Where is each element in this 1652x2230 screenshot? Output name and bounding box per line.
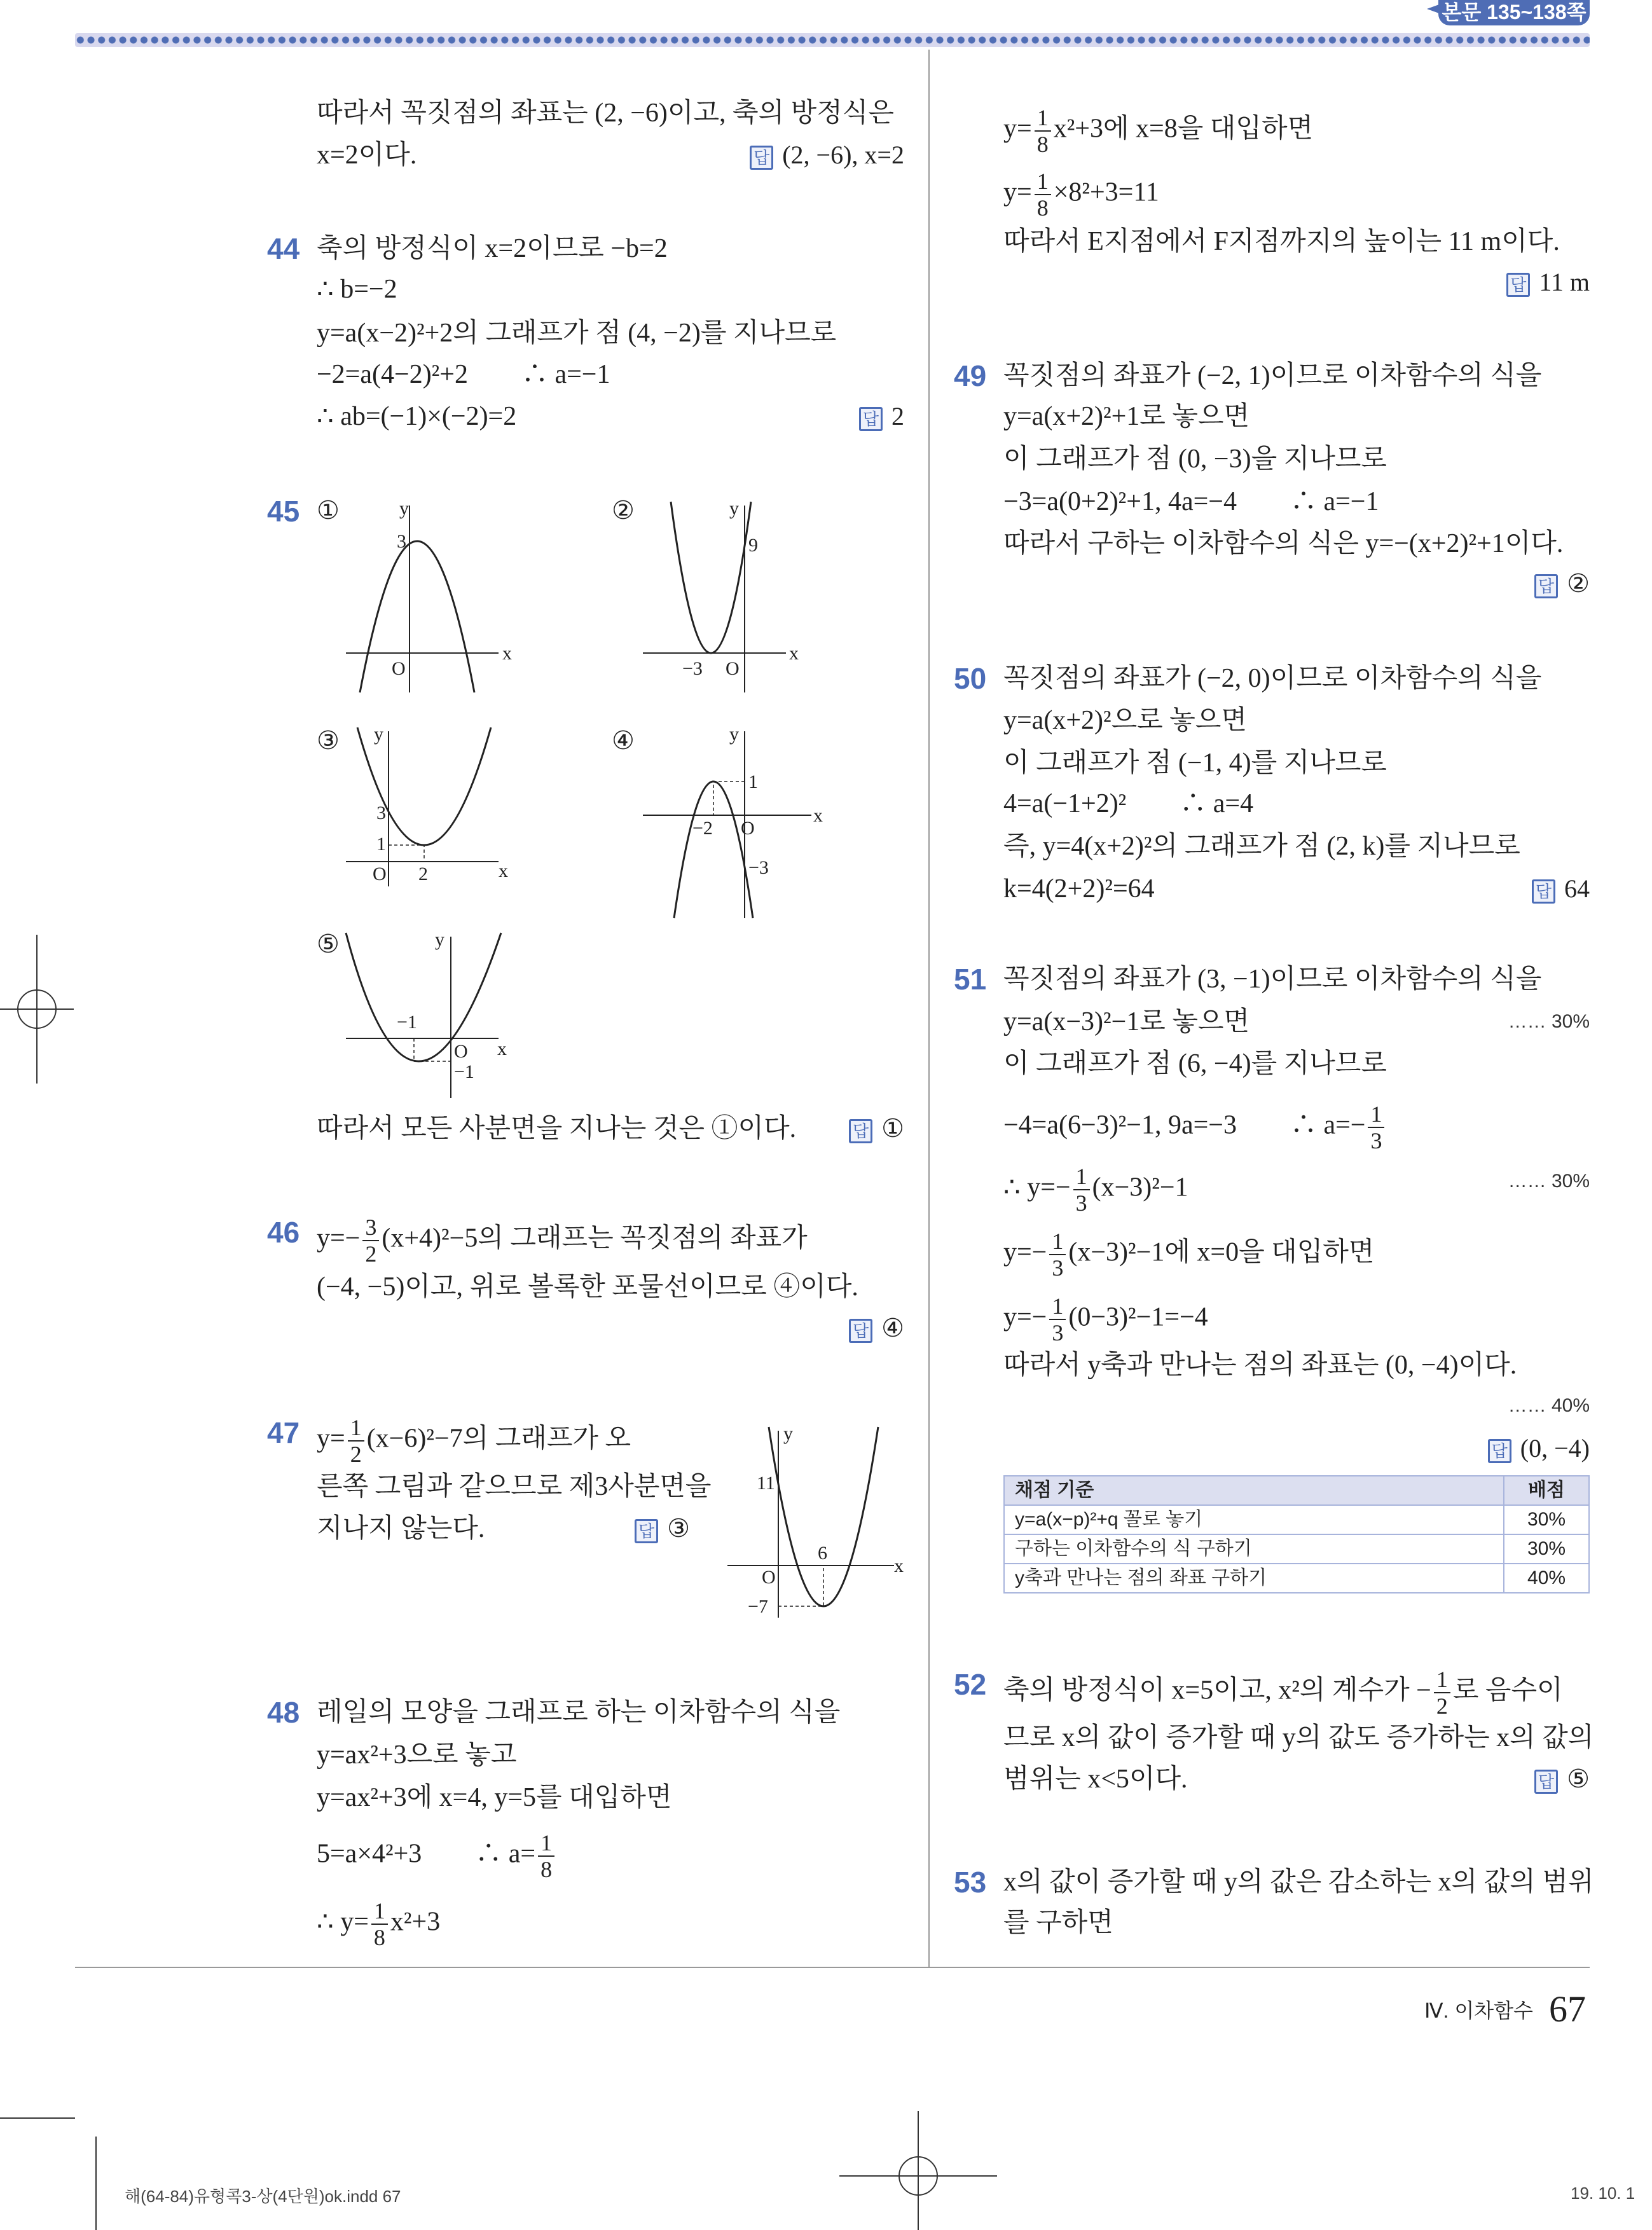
text-line: −3=a(0+2)²+1, 4a=−4 ∴ a=−1 — [1003, 487, 1379, 516]
denominator: 8 — [1036, 195, 1049, 221]
answer-value: 11 m — [1539, 268, 1590, 296]
origin-label: O — [373, 864, 387, 884]
text-line: 꼭짓점의 좌표가 (−2, 1)이므로 이차함수의 식을 — [1003, 361, 1542, 390]
x-axis-label: x — [789, 643, 799, 664]
text-line — [317, 1898, 440, 1950]
trim-line — [0, 2117, 75, 2119]
text: ∴ y=− — [1003, 1173, 1071, 1202]
text: x²+3에 x=8을 대입하면 — [1053, 114, 1314, 144]
text: 로 음수이 — [1452, 1676, 1563, 1705]
tick-label: −2 — [692, 818, 713, 839]
bottom-rule — [75, 1967, 1590, 1968]
text-line: −2=a(4−2)²+2 ∴ a=−1 — [317, 360, 610, 389]
problem-number: 51 — [954, 963, 987, 996]
text: y= — [1003, 177, 1032, 207]
text-line: 꼭짓점의 좌표가 (−2, 0)이므로 이차함수의 식을 — [1003, 664, 1542, 693]
table-row — [1004, 1534, 1589, 1564]
origin-label: O — [726, 658, 740, 679]
text: (x+4)²−5의 그래프는 꼭짓점의 좌표가 — [382, 1223, 808, 1253]
text: y=− — [1003, 1237, 1047, 1267]
fraction — [538, 1830, 554, 1882]
fraction — [1073, 1164, 1090, 1216]
column-header: 채점 기준 — [1004, 1476, 1504, 1505]
text-line: y=a(x−3)²−1로 놓으면 — [1003, 1007, 1250, 1036]
criterion: y=a(x−p)²+q 꼴로 놓기 — [1004, 1505, 1504, 1534]
origin-label: O — [454, 1041, 468, 1062]
fraction — [348, 1415, 364, 1467]
text-line: 므로 x의 값이 증가할 때 y의 값도 증가하는 x의 값의 — [1003, 1723, 1594, 1752]
denominator: 3 — [1075, 1190, 1087, 1216]
tick-label: 9 — [748, 535, 758, 556]
denominator: 2 — [1436, 1693, 1448, 1719]
answer — [1488, 1431, 1590, 1466]
problem-number: 47 — [267, 1416, 300, 1449]
denominator: 8 — [373, 1925, 385, 1950]
text: y= — [1003, 114, 1032, 144]
text-line — [1003, 1293, 1208, 1346]
problem-number: 49 — [954, 359, 987, 392]
text-line: y=a(x+2)²+1로 놓으면 — [1003, 402, 1250, 431]
origin-label: O — [741, 818, 755, 839]
numerator: 1 — [1049, 1293, 1066, 1320]
denominator: 3 — [1370, 1128, 1382, 1153]
tick-label: −3 — [682, 658, 703, 679]
text-line: y=a(x−2)²+2의 그래프가 점 (4, −2)를 지나므로 — [317, 319, 837, 348]
text-line — [1003, 1101, 1387, 1153]
score-note: …… 40% — [1508, 1395, 1590, 1416]
graph-choice-1 — [346, 498, 512, 692]
fraction — [1035, 169, 1051, 221]
text-line: x=2이다. — [317, 141, 417, 170]
numerator: 1 — [371, 1898, 388, 1925]
problem-number: 46 — [267, 1216, 300, 1249]
graph-choice-3 — [346, 724, 509, 886]
y-axis-label: y — [783, 1423, 793, 1444]
text-line: 레일의 모양을 그래프로 하는 이차함수의 식을 — [317, 1698, 841, 1727]
text: 축의 방정식이 x=5이고, x²의 계수가 − — [1003, 1676, 1431, 1705]
answer — [1534, 1761, 1590, 1797]
tick-label: 2 — [418, 864, 428, 884]
numerator: 1 — [1368, 1101, 1384, 1128]
text-line — [1003, 105, 1313, 157]
answer-value: ① — [881, 1114, 904, 1143]
text-line — [1003, 169, 1159, 221]
points: 40% — [1504, 1564, 1589, 1593]
registration-mark-icon — [839, 2111, 998, 2230]
score-note: …… 30% — [1508, 1011, 1590, 1032]
x-axis-label: x — [813, 805, 823, 826]
tick-label: 1 — [748, 771, 758, 792]
origin-label: O — [762, 1567, 776, 1588]
answer — [849, 1111, 904, 1146]
tick-label: 6 — [818, 1543, 827, 1564]
text-line: 4=a(−1+2)² ∴ a=4 — [1003, 789, 1254, 818]
tick-label: 3 — [397, 531, 406, 552]
text: (x−3)²−1 — [1092, 1173, 1188, 1202]
y-axis-label: y — [399, 498, 409, 519]
y-axis-label: y — [729, 724, 739, 745]
denominator: 2 — [350, 1442, 362, 1467]
answer-icon: 답 — [849, 1319, 872, 1343]
answer-icon: 답 — [1506, 273, 1530, 297]
problem-number: 50 — [954, 662, 987, 695]
text-line: (−4, −5)이고, 위로 볼록한 포물선이므로 ④이다. — [317, 1272, 858, 1302]
print-date: 19. 10. 1 — [1571, 2184, 1635, 2203]
fraction — [371, 1898, 388, 1950]
text-line: 따라서 E지점에서 F지점까지의 높이는 11 m이다. — [1003, 227, 1560, 256]
text-line: 따라서 y축과 만나는 점의 좌표는 (0, −4)이다. — [1003, 1351, 1517, 1380]
answer-value: 2 — [891, 402, 904, 430]
registration-mark-icon — [0, 935, 76, 1087]
text-line: k=4(2+2)²=64 — [1003, 874, 1155, 904]
text-line: 이 그래프가 점 (−1, 4)를 지나므로 — [1003, 748, 1387, 778]
chapter-label: Ⅳ. 이차함수 — [1424, 1999, 1533, 2022]
answer-icon: 답 — [1532, 879, 1555, 904]
answer-value: ⑤ — [1567, 1765, 1590, 1793]
tick-label: −7 — [748, 1596, 768, 1617]
tick-label: −3 — [748, 857, 769, 878]
text-line: 범위는 x<5이다. — [1003, 1765, 1188, 1794]
answer-value: (0, −4) — [1520, 1434, 1590, 1463]
text-line: 축의 방정식이 x=2이므로 −b=2 — [317, 234, 668, 263]
fraction — [1049, 1293, 1066, 1346]
text-line: 따라서 꼭짓점의 좌표는 (2, −6)이고, 축의 방정식은 — [317, 99, 894, 128]
graph-problem-47 — [727, 1423, 905, 1618]
text: y=− — [1003, 1302, 1047, 1332]
criterion: y축과 만나는 점의 좌표 구하기 — [1004, 1564, 1504, 1593]
text: y=− — [317, 1223, 361, 1253]
text-line: ∴ b=−2 — [317, 275, 397, 304]
numerator: 1 — [1073, 1164, 1090, 1190]
answer — [859, 399, 904, 434]
answer-value: (2, −6), x=2 — [782, 141, 904, 169]
denominator: 8 — [540, 1857, 553, 1882]
table-row — [1004, 1564, 1589, 1593]
answer-value: 64 — [1564, 874, 1590, 903]
text: 5=a×4²+3 ∴ a= — [317, 1839, 536, 1869]
choice-marker: ② — [612, 496, 635, 525]
numerator: 3 — [362, 1215, 379, 1241]
points: 30% — [1504, 1505, 1589, 1534]
choice-marker: ① — [317, 496, 340, 525]
problem-number: 48 — [267, 1696, 300, 1729]
x-axis-label: x — [497, 1038, 507, 1059]
text-line: y=ax²+3으로 놓고 — [317, 1740, 517, 1770]
text-line: 따라서 모든 사분면을 지나는 것은 ①이다. — [317, 1114, 797, 1143]
trim-line — [95, 2137, 97, 2230]
numerator: 1 — [1035, 105, 1051, 132]
answer-icon: 답 — [849, 1119, 872, 1143]
text-line: 즉, y=4(x+2)²의 그래프가 점 (2, k)를 지나므로 — [1003, 832, 1520, 861]
text: (x−3)²−1에 x=0을 대입하면 — [1068, 1237, 1375, 1267]
y-axis-label: y — [374, 724, 383, 745]
text-line: y=ax²+3에 x=4, y=5를 대입하면 — [317, 1783, 672, 1812]
text-line: ∴ ab=(−1)×(−2)=2 — [317, 402, 517, 431]
numerator: 1 — [1049, 1229, 1066, 1255]
problem-number: 53 — [954, 1866, 987, 1899]
numerator: 1 — [538, 1830, 554, 1857]
x-axis-label: x — [499, 860, 508, 881]
answer — [1506, 265, 1590, 300]
text: y= — [317, 1424, 345, 1454]
problem-number: 44 — [267, 232, 300, 265]
text-line — [1003, 1164, 1188, 1216]
text-line: 른쪽 그림과 같으므로 제3사분면을 — [317, 1472, 712, 1501]
page-number: 67 — [1549, 1988, 1586, 2030]
scoring-criteria-table — [1003, 1475, 1590, 1593]
text-line: 따라서 구하는 이차함수의 식은 y=−(x+2)²+1이다. — [1003, 529, 1564, 558]
tick-label: 1 — [376, 834, 386, 855]
fraction — [1434, 1667, 1450, 1719]
tick-label: −1 — [397, 1012, 417, 1033]
numerator: 1 — [1035, 169, 1051, 195]
denominator: 8 — [1036, 132, 1049, 157]
choice-marker: ③ — [317, 726, 340, 755]
answer-value: ④ — [881, 1314, 904, 1342]
fraction — [362, 1215, 379, 1267]
problem-number: 45 — [267, 495, 300, 528]
answer — [635, 1511, 690, 1546]
table-row — [1004, 1505, 1589, 1534]
answer-icon: 답 — [1534, 1770, 1558, 1794]
text-line: y=a(x+2)²으로 놓으면 — [1003, 706, 1247, 735]
text: ∴ y= — [317, 1907, 369, 1937]
text: x²+3 — [390, 1907, 441, 1937]
answer-icon: 답 — [750, 146, 773, 170]
graph-choice-2 — [643, 498, 802, 692]
answer — [750, 137, 904, 173]
file-name: 해(64-84)유형콕3-상(4단원)ok.indd 67 — [125, 2187, 401, 2206]
fraction — [1368, 1101, 1384, 1153]
graph-choice-5 — [346, 929, 509, 1098]
answer — [1532, 871, 1590, 907]
answer-icon: 답 — [859, 407, 883, 431]
denominator: 3 — [1052, 1320, 1064, 1346]
answer-value: ③ — [667, 1514, 690, 1543]
answer-value: ② — [1567, 569, 1590, 598]
text-line: 이 그래프가 점 (6, −4)를 지나므로 — [1003, 1049, 1387, 1078]
column-divider — [928, 50, 930, 1967]
text: ×8²+3=11 — [1053, 177, 1159, 207]
y-axis-label: y — [435, 929, 444, 950]
text-line — [317, 1830, 557, 1882]
text-line — [1003, 1667, 1563, 1719]
text-line: 지나지 않는다. — [317, 1514, 485, 1543]
numerator: 1 — [1434, 1667, 1450, 1693]
answer-icon: 답 — [1488, 1439, 1511, 1463]
column-header: 배점 — [1504, 1476, 1589, 1505]
origin-label: O — [392, 658, 406, 679]
x-axis-label: x — [502, 643, 512, 664]
problem-number: 52 — [954, 1668, 987, 1701]
choice-marker: ⑤ — [317, 930, 340, 958]
dotted-header-band — [75, 33, 1590, 47]
answer-icon: 답 — [1534, 574, 1558, 598]
text-line: x의 값이 증가할 때 y의 값은 감소하는 x의 값의 범위 — [1003, 1868, 1594, 1897]
answer — [849, 1311, 904, 1346]
points: 30% — [1504, 1534, 1589, 1564]
text-line — [317, 1415, 631, 1467]
numerator: 1 — [348, 1415, 364, 1442]
criterion: 구하는 이차함수의 식 구하기 — [1004, 1534, 1504, 1564]
tick-label: −1 — [454, 1061, 474, 1082]
y-axis-label: y — [729, 498, 739, 519]
answer — [1534, 566, 1590, 602]
tick-label: 3 — [376, 802, 386, 823]
fraction — [1049, 1229, 1066, 1281]
graph-choice-4 — [643, 724, 823, 918]
text: (x−6)²−7의 그래프가 오 — [366, 1424, 631, 1454]
choice-marker: ④ — [612, 726, 635, 755]
text-line: 를 구하면 — [1003, 1908, 1113, 1937]
table-header-row — [1004, 1476, 1589, 1505]
denominator: 3 — [1052, 1255, 1064, 1281]
text: (0−3)²−1=−4 — [1068, 1302, 1208, 1332]
text: −4=a(6−3)²−1, 9a=−3 ∴ a=− — [1003, 1110, 1366, 1140]
page-range-badge: 본문 135~138쪽 — [1438, 0, 1590, 25]
text-line — [1003, 1229, 1374, 1281]
text-line: 이 그래프가 점 (0, −3)을 지나므로 — [1003, 444, 1387, 474]
denominator: 2 — [365, 1241, 377, 1267]
fraction — [1035, 105, 1051, 157]
score-note: …… 30% — [1508, 1171, 1590, 1192]
answer-icon: 답 — [635, 1519, 658, 1543]
text-line: 꼭짓점의 좌표가 (3, −1)이므로 이차함수의 식을 — [1003, 965, 1542, 994]
x-axis-label: x — [894, 1555, 904, 1576]
text-line — [317, 1215, 808, 1267]
tick-label: 11 — [757, 1473, 775, 1494]
